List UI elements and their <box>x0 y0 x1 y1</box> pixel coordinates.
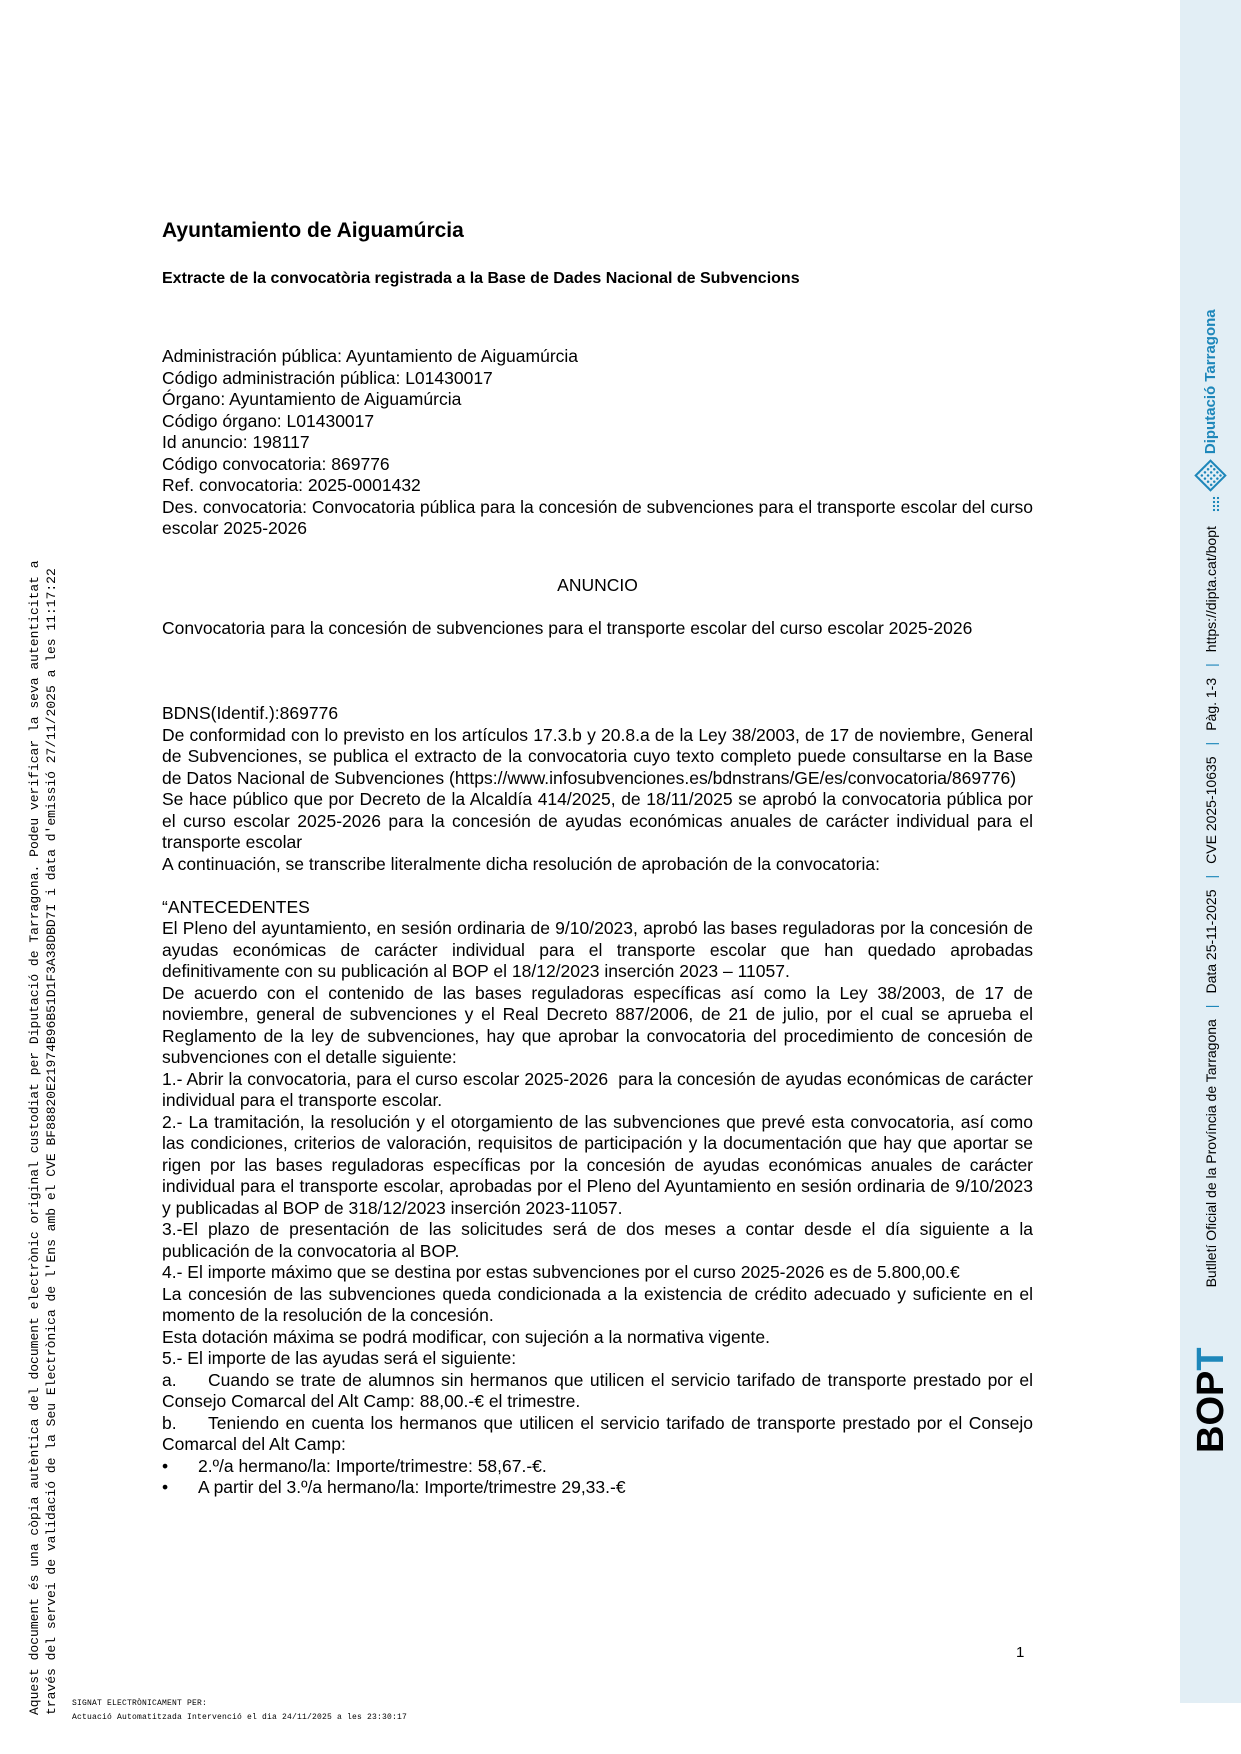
document-content <box>162 218 1033 1499</box>
paragraph-spacer <box>162 875 1033 897</box>
paragraph: 2.- La tramitación, la resolución y el otorgamiento de las subvenciones que prevé esta convocatoria, así como las condiciones, criterios de valoración, requisitos de participación y la documentación que hay que aportar se rigen por las bases reguladoras específicas por la concesión de ayudas económicas anuales de carácter individual para el transporte escolar, aprobadas por el Pleno del Ayuntamiento en sesión ordinaria de 9/10/2023 y publicadas al BOP de 318/12/2023 inserción 2023-11057. <box>162 1111 1033 1218</box>
logo-text: Diputació Tarragona <box>1202 309 1219 455</box>
registry-detail-line: Des. convocatoria: Convocatoria pública para la concesión de subvenciones para el transporte escolar del curso escolar 2025-2026 <box>162 496 1033 538</box>
registry-detail-line: Código administración pública: L01430017 <box>162 367 493 388</box>
paragraph: 5.- El importe de las ayudas será el siguiente: <box>162 1348 517 1368</box>
paragraph: De conformidad con lo previsto en los artículos 17.3.b y 20.8.a de la Ley 38/2003, de 17 de noviembre, General de Subvenciones, se publica el extracto de la convocatoria cuyo texto completo puede consultarse en la Base de Datos Nacional de Subvenciones (https://www.infosubvenciones.es/bdnstrans/GE/es/convocatoria/869776) <box>162 724 1033 788</box>
diamond-icon <box>1194 459 1227 492</box>
bopt-logo-blue: T <box>1189 1347 1232 1371</box>
body-paragraphs <box>162 703 1033 1499</box>
page-range: Pàg. 1-3 <box>1202 677 1219 731</box>
paragraph: BDNS(Identif.):869776 <box>162 703 339 723</box>
authenticity-line-2: través del servei de validació de la Seu Electrònica de l'Ens amb el CVE BF88820E21974B96B51D1F3A38DBD7I i data d'emissió 27/11/2025 a les 11:17:22 <box>44 568 59 1715</box>
paragraph: La concesión de las subvenciones queda condicionada a la existencia de crédito adecuado y suficiente en el momento de la resolución de la concesión. <box>162 1283 1033 1325</box>
registry-detail-line: Ref. convocatoria: 2025-0001432 <box>162 475 421 495</box>
registry-detail-line: Administración pública: Ayuntamiento de Aiguamúrcia <box>162 346 579 366</box>
item-marker: b. <box>162 1412 177 1433</box>
registry-details <box>162 346 1033 540</box>
item-marker: a. <box>162 1369 177 1390</box>
journal-name: Butlletí Oficial de la Província de Tarragona <box>1202 1019 1219 1288</box>
bopt-sidebar-text <box>1180 0 1241 1703</box>
bopt-url: https://dipta.cat/bopt <box>1202 526 1219 653</box>
registry-detail-line: Id anuncio: 198117 <box>162 432 310 452</box>
registry-detail-line: Código convocatoria: 869776 <box>162 453 390 474</box>
authenticity-line-1: Aquest document és una còpia autèntica del document electrònic original custodiat per Diputació de Tarragona. Podeu verificar la seva autenticitat a <box>27 560 42 1715</box>
bopt-logo-black: BOP <box>1189 1370 1232 1453</box>
paragraph: a. Cuando se trate de alumnos sin hermanos que utilicen el servicio tarifado de transporte prestado por el Consejo Comarcal del Alt Camp: 88,00.-€ el trimestre. <box>162 1369 1033 1411</box>
diputacio-logo <box>1199 309 1222 512</box>
paragraph: • 2.º/a hermano/la: Importe/trimestre: 58,67.-€. <box>162 1455 547 1476</box>
separator-bar: | <box>1202 874 1219 879</box>
paragraph: Se hace público que por Decreto de la Alcaldía 414/2025, de 18/11/2025 se aprobó la convocatoria pública por el curso escolar 2025-2026 para la concesión de ayudas económicas anuales de carácter individual para el transporte escolar <box>162 789 1033 852</box>
paragraph: 4.- El importe máximo que se destina por estas subvenciones por el curso 2025-2026 es de 5.800,00.€ <box>162 1262 960 1282</box>
document-subtitle: Extracte de la convocatòria registrada a la Base de Dades Nacional de Subvencions <box>162 270 800 287</box>
registry-detail-line: Órgano: Ayuntamiento de Aiguamúrcia <box>162 389 462 409</box>
bullet-marker: • <box>162 1477 169 1497</box>
logo-dots-icon <box>1212 495 1220 512</box>
intro-paragraph: Convocatoria para la concesión de subvenciones para el transporte escolar del curso escolar 2025-2026 <box>162 617 973 638</box>
paragraph: Esta dotación máxima se podrá modificar, con sujeción a la normativa vigente. <box>162 1326 770 1347</box>
bullet-marker: • <box>162 1455 169 1476</box>
paragraph: De acuerdo con el contenido de las bases reguladoras específicas así como la Ley 38/2003, de 17 de noviembre, general de subvenciones y el Real Decreto 887/2006, de 21 de julio, por el cual se aprueba el Reglamento de la ley de subvenciones, hay que aprobar la convocatoria del procedimiento de concesión de subvenciones con el detalle siguiente: <box>162 982 1033 1067</box>
signature-line-2: Actuació Automatitzada Intervenció el dia 24/11/2025 a les 23:30:17 <box>72 1713 408 1722</box>
page-number: 1 <box>1016 1644 1025 1661</box>
paragraph: El Pleno del ayuntamiento, en sesión ordinaria de 9/10/2023, aprobó las bases reguladoras por la concesión de ayudas económicas de carácter individual para el transporte escolar que han quedado aprobadas definitivamente con su publicación al BOP el 18/12/2023 inserción 2023 – 11057. <box>162 918 1033 981</box>
bopt-logo <box>1189 1347 1232 1453</box>
paragraph: b. Teniendo en cuenta los hermanos que utilicen el servicio tarifado de transporte prestado por el Consejo Comarcal del Alt Camp: <box>162 1412 1033 1454</box>
paragraph: 1.- Abrir la convocatoria, para el curso escolar 2025-2026 para la concesión de ayudas económicas de carácter individual para el transporte escolar. <box>162 1068 1033 1110</box>
paragraph: A continuación, se transcribe literalmente dicha resolución de aprobación de la convocatoria: <box>162 853 880 874</box>
paragraph: “ANTECEDENTES <box>162 896 310 917</box>
page-title: Ayuntamiento de Aiguamúrcia <box>162 219 464 242</box>
separator-bar: | <box>1202 663 1219 667</box>
publication-date: Data 25-11-2025 <box>1202 889 1219 994</box>
separator-bar: | <box>1202 1004 1219 1009</box>
paragraph: • A partir del 3.º/a hermano/la: Importe/trimestre 29,33.-€ <box>162 1477 626 1497</box>
signature-block <box>72 1697 407 1725</box>
bopt-sidebar <box>1180 0 1241 1703</box>
paragraph: 3.-El plazo de presentación de las solicitudes será de dos meses a contar desde el día siguiente a la publicación de la convocatoria al BOP. <box>162 1219 1033 1261</box>
separator-bar: | <box>1202 741 1219 746</box>
cve-code: CVE 2025-10635 <box>1202 756 1219 864</box>
signature-line-1: SIGNAT ELECTRÒNICAMENT PER: <box>72 1699 208 1708</box>
registry-detail-line: Código órgano: L01430017 <box>162 410 375 431</box>
anuncio-heading: ANUNCIO <box>557 574 638 595</box>
